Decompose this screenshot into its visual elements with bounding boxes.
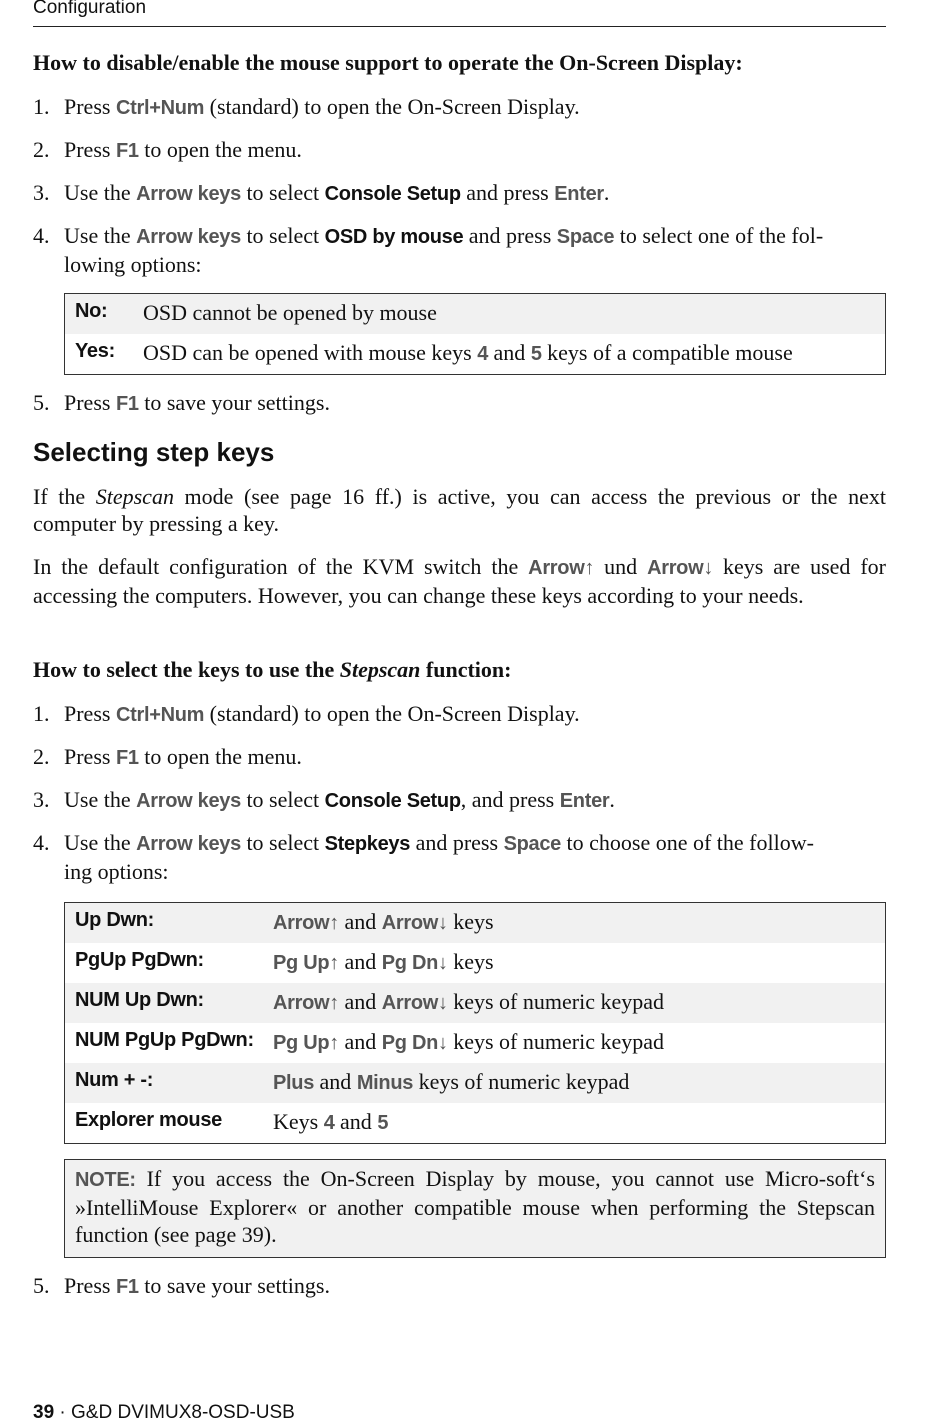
key-space: Space	[556, 226, 615, 248]
product-name: G&D DVIMUX8-OSD-USB	[71, 1402, 295, 1423]
step-number: 1.	[33, 701, 50, 726]
option-row	[65, 943, 885, 983]
option-value: Plus and Minus keys of numeric keypad	[273, 1069, 630, 1094]
key-enter: Enter	[559, 790, 610, 812]
step-number: 1.	[33, 94, 50, 119]
key-space: Space	[503, 833, 561, 855]
step-number: 4.	[33, 830, 50, 855]
step-number: 2.	[33, 744, 50, 769]
option-row	[65, 1023, 885, 1063]
option-value: Keys 4 and 5	[273, 1109, 389, 1134]
option-label: NUM Up Dwn:	[75, 989, 204, 1011]
option-value: Arrow↑ and Arrow↓ keys	[273, 909, 494, 934]
key-f1: F1	[115, 1276, 139, 1298]
note-box	[64, 1159, 886, 1258]
option-value: Arrow↑ and Arrow↓ keys of numeric keypad	[273, 989, 664, 1014]
step-number: 3.	[33, 180, 50, 205]
option-value: Pg Up↑ and Pg Dn↓ keys	[273, 949, 494, 974]
section-title: Selecting step keys	[33, 437, 275, 467]
option-label: Yes:	[75, 340, 115, 362]
option-label: PgUp PgDwn:	[75, 949, 204, 971]
option-label: Num + -:	[75, 1069, 154, 1091]
option-row	[65, 983, 885, 1023]
menu-stepkeys: Stepkeys	[324, 833, 411, 855]
key-arrow-keys: Arrow keys	[136, 790, 241, 812]
key-enter: Enter	[554, 183, 604, 205]
option-label: Up Dwn:	[75, 909, 154, 931]
key-f1: F1	[115, 140, 139, 162]
key-ctrl-num: Ctrl+Num	[115, 97, 205, 119]
option-row	[65, 1063, 885, 1103]
step-number: 4.	[33, 223, 50, 248]
page-footer: 39 · G&D DVIMUX8-OSD-USB	[33, 1402, 295, 1423]
header-title: Configuration	[33, 0, 147, 18]
note-label: NOTE:	[75, 1169, 136, 1191]
option-label: NUM PgUp PgDwn:	[75, 1029, 254, 1051]
menu-console-setup: Console Setup	[324, 790, 461, 812]
step-number: 2.	[33, 137, 50, 162]
key-f1: F1	[115, 747, 139, 769]
paragraph-default-config: In the default configuration of the KVM switch the Arrow↑ und Arrow↓ keys are used for accessing the computers. However, you can change these keys according to your needs.	[33, 554, 886, 608]
option-label: Explorer mouse	[75, 1109, 222, 1131]
note-text: If you access the On-Screen Display by mouse, you cannot use Micro-soft‘s »IntelliMouse Explorer« or another compatible mouse when performing the Stepscan function (see page 39).	[75, 1166, 875, 1247]
instruction-heading: How to select the keys to use the Stepscan function:	[33, 657, 512, 682]
document-page	[33, 0, 886, 27]
option-row	[65, 903, 885, 943]
options-table-osd-mouse	[64, 293, 886, 375]
running-header	[33, 0, 886, 27]
key-f1: F1	[115, 393, 139, 415]
key-ctrl-num: Ctrl+Num	[115, 704, 205, 726]
options-table-stepkeys	[64, 902, 886, 1144]
option-value: Pg Up↑ and Pg Dn↓ keys of numeric keypad	[273, 1029, 664, 1054]
menu-console-setup: Console Setup	[324, 183, 461, 205]
menu-osd-by-mouse: OSD by mouse	[324, 226, 464, 248]
key-arrow-keys: Arrow keys	[136, 183, 241, 205]
step-number: 3.	[33, 787, 50, 812]
key-arrow-keys: Arrow keys	[136, 226, 241, 248]
option-value: OSD cannot be opened by mouse	[143, 300, 437, 325]
option-row	[65, 334, 885, 374]
instruction-heading: How to disable/enable the mouse support to operate the On-Screen Display:	[33, 50, 743, 75]
key-arrow-keys: Arrow keys	[136, 833, 241, 855]
option-label: No:	[75, 300, 108, 322]
step-number: 5.	[33, 1273, 50, 1298]
option-value: OSD can be opened with mouse keys 4 and 5 keys of a compatible mouse	[143, 340, 793, 365]
option-row	[65, 1103, 885, 1143]
step-number: 5.	[33, 390, 50, 415]
page-number: 39	[33, 1402, 55, 1423]
paragraph-stepscan: If the Stepscan mode (see page 16 ff.) is active, you can access the previous or the next computer by pressing a key.	[33, 484, 886, 536]
option-row	[65, 294, 885, 334]
